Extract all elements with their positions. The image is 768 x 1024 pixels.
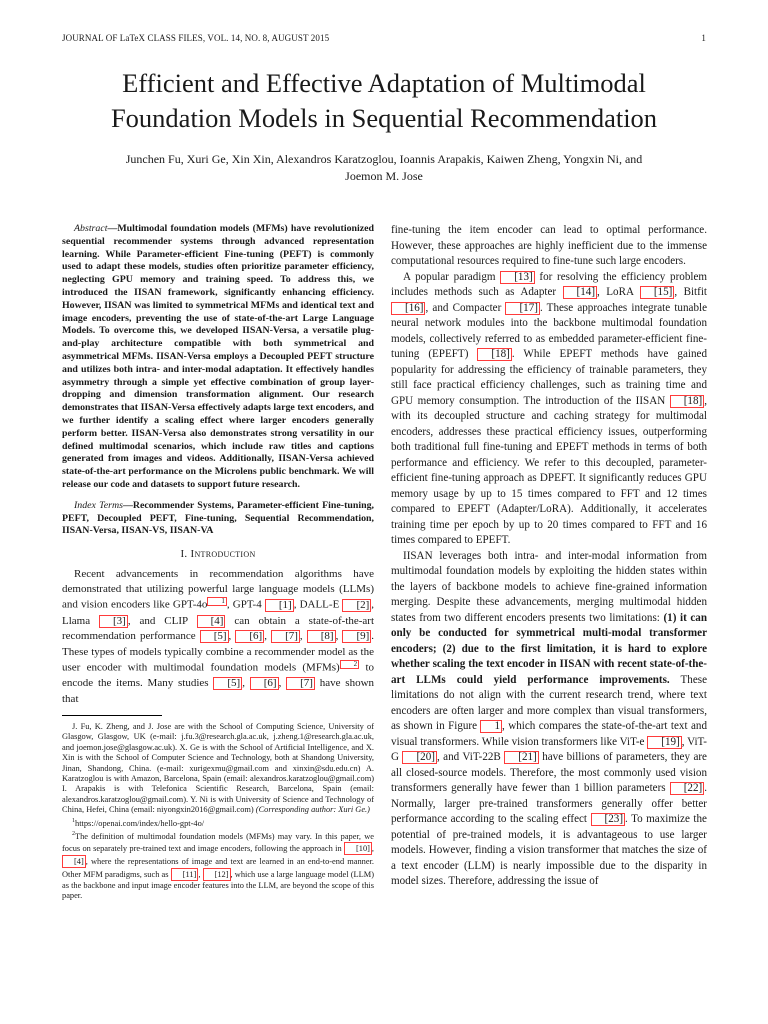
body-text: , and Compacter	[425, 301, 502, 314]
body-text: IISAN leverages both intra- and inter-modal information from multimodal foundation models by exploiting the hidden states within the layers of backbone models to achieve fine-grained information merging. Despite these advancements, merging multimodal hidden states from two different encoders presents two limitations:	[391, 549, 707, 624]
citation-link[interactable]: [17]	[505, 302, 539, 315]
footnote-divider	[62, 715, 162, 716]
index-terms-text: Recommender Systems, Parameter-efficient Fine-tuning, PEFT, Decoupled PEFT, Fine-tuning, Sequential Recommendation, IISAN-Versa, IISAN-VS, IISAN-VA	[62, 499, 374, 537]
footnote-text: , which use a large language model (LLM) as the backbone and input image encoder features into the LLM, are beyond the scope of this paper.	[62, 870, 375, 901]
citation-link[interactable]: [10]	[344, 842, 372, 855]
authors-line-1: Junchen Fu, Xuri Ge, Xin Xin, Alexandros Karatzoglou, Ioannis Arapakis, Kaiwen Zheng, Yongxin Ni, and	[125, 152, 643, 166]
intro-text: Recent advancements in recommendation algorithms have demonstrated that utilizing powerful large language models (LLMs) and vision encoders like GPT-4o	[62, 567, 374, 612]
footnote-link[interactable]: 2	[340, 660, 360, 669]
citation-link[interactable]: [11]	[171, 868, 199, 881]
section-numeral: I.	[180, 548, 188, 561]
citation-link[interactable]: [4]	[62, 855, 86, 868]
affiliation-text: J. Fu, K. Zheng, and J. Jose are with the School of Computing Science, University of Glasgow, Glasgow, UK (e-mail: j.fu.3@research.gla.ac.uk, j.zheng.1@research.gla.ac.uk, and joemon.jose@glasgow.ac.uk). X. Ge is with the School of Artificial Intelligence, and X. Xin is with the School of Computer Science and Technology, both at Shandong University, Jinan, Shandong, China. (e-mail: xurigexmu@gmail.com and xinxin@sdu.edu.cn) A. Karatzoglou is with Amazon, Barcelona, Spain (email: alexandros.karatzoglou@gmail.com) I. Arapakis is with Telefonica Scientific Research, Barcelona, Spain (email: alexandros.karatzoglou@gmail.com). Y. Ni is with University of Science and Technology of China, Hefei, China (email: niyongxin2016@gmail.com)	[62, 721, 374, 815]
body-text: . Normally, larger pre-trained transformers generally offer better performance according to the scaling effect	[391, 782, 707, 825]
citation-link[interactable]: [2]	[342, 599, 371, 612]
citation-link[interactable]: [9]	[342, 630, 371, 643]
index-terms-label: Index Terms	[74, 499, 123, 511]
section-title: Introduction	[190, 548, 256, 561]
section-heading	[62, 547, 374, 562]
footnote-number: 1	[72, 817, 75, 824]
author-list	[70, 151, 698, 185]
journal-name: JOURNAL OF LaTeX CLASS FILES, VOL. 14, NO. 8, AUGUST 2015	[62, 33, 330, 43]
footnote-text: The definition of multimodal foundation models (MFMs) may vary. In this paper, we focus on separately pre-trained text and image encoders, following the approach in	[62, 831, 374, 854]
intro-text: to encode the items. Many studies	[62, 661, 374, 690]
citation-link[interactable]: [19]	[647, 736, 681, 749]
authors-line-2: Joemon M. Jose	[345, 169, 423, 183]
body-text: , ViT-G	[391, 735, 707, 763]
body-text: for resolving the efficiency problem includes methods such as Adapter	[391, 270, 708, 298]
limitations-statement: (1) it can only be conducted for symmetrical multi-modal transformer encoders; (2) due to the first limitation, it is hard to explore whether scaling the text encoder in IISAN with recent state-of-the-art LLMs could yield performance improvements.	[391, 611, 708, 686]
body-text: . To maximize the potential of pre-trained models, it is advantageous to use larger models. However, finding a vision transformer that matches the size of a text encoder (LLM) is nearly impossible due to the disparity in model sizes. Therefore, addressing the issue of	[391, 813, 707, 887]
body-paragraph: fine-tuning the item encoder can lead to optimal performance. However, these approaches are highly inefficient due to the immense computational resources required to fine-tune such large encoders.	[391, 224, 707, 267]
abstract-text: Multimodal foundation models (MFMs) have revolutionized sequential recommender systems through advanced representation learning. While Parameter-efficient Fine-tuning (PEFT) is commonly used to adapt these models, studies often prioritize parameter efficiency, neglecting GPU memory and training speed. To address this, we introduced the IISAN framework, significantly enhancing efficiency. However, IISAN was limited to symmetrical MFMs and identical text and image encoders, preventing the use of state-of-the-art Large Language Models. To overcome this, we developed IISAN-Versa, a versatile plug-and-play architecture compatible with both symmetrical and asymmetrical MFMs. IISAN-Versa employs a Decoupled PEFT structure and utilizes both intra- and inter-modal adaptation. It effectively handles asymmetry through a simple yet effective combination of group layer-dropping and dimension transformation alignment. Our research demonstrates that IISAN-Versa effectively adapts large text encoders, and we further identify a scaling effect where larger encoders generally perform better. IISAN-Versa also demonstrates strong versatility in our defined multimodal scenarios, which include raw titles and captions generated from images and videos. Additionally, IISAN-Versa achieved state-of-the-art performance on the Microlens public benchmark. We will release our code and datasets to support future research.	[62, 223, 374, 490]
body-text: , with its decoupled structure and caching strategy for multimodal encoders, addresses these practical efficiency issues, outperforming both traditional full fine-tuning and EPEFT methods in terms of both performance and efficiency. We refer to this decoupled, parameter-efficient fine-tuning approach as DPEFT. It significantly reduces GPU memory usage by up to 15 times compared to FFT and 12 times compared to EPEFT (Adapter/LoRA). Additionally, it accelerates training time per epoch by up to 20 times compared to FFT and 16 times compared to EPEFT.	[391, 394, 707, 546]
citation-link[interactable]: [18]	[477, 348, 511, 361]
page-number: 1	[701, 33, 706, 43]
body-text: , LoRA	[597, 286, 634, 298]
left-column	[62, 223, 374, 902]
footnote-number: 2	[72, 830, 75, 837]
footnote-link[interactable]: 1	[207, 597, 227, 606]
body-text: have billions of parameters, they are all closed-source models. Therefore, the most commonly used vision transformers generally have fewer than 1 billion parameters	[391, 751, 707, 794]
index-terms: Index Terms—Recommender Systems, Parameter-efficient Fine-tuning, PEFT, Decoupled PEFT, Fine-tuning, Sequential Recommendation, IISAN-Versa, IISAN-VS, IISAN-VA	[62, 499, 374, 537]
abstract-label: Abstract	[74, 223, 108, 234]
citation-link[interactable]: [16]	[391, 302, 425, 315]
citation-link[interactable]: [12]	[203, 868, 231, 881]
intro-text: , and CLIP	[127, 614, 188, 627]
citation-link[interactable]: [7]	[286, 677, 315, 690]
body-text: , Bitfit	[674, 286, 707, 298]
footnote-text: , where the representations of image and text are learned in an end-to-end manner. Other MFM paradigms, such as	[62, 857, 374, 880]
citation-link[interactable]: [8]	[307, 630, 336, 643]
body-text: . These approaches integrate tunable neural network modules into the backbone multimodal foundation models, collectively referred to as embedded parameter-efficient fine-tuning (EPEFT)	[391, 301, 708, 360]
title-line-2: Foundation Models in Sequential Recommendation	[110, 103, 658, 133]
citation-link[interactable]: [13]	[500, 271, 534, 284]
intro-text: , Llama	[62, 599, 375, 627]
citation-link[interactable]: [15]	[640, 286, 674, 299]
citation-link[interactable]: [1]	[265, 599, 294, 612]
body-text: A popular paradigm	[403, 270, 496, 283]
citation-link[interactable]: [5]	[200, 630, 229, 643]
citation-link[interactable]: [18]	[670, 395, 704, 408]
citation-link[interactable]: [23]	[591, 813, 625, 826]
footnote-url[interactable]: https://openai.com/index/hello-gpt-4o/	[75, 818, 205, 828]
intro-text: . These types of models typically combine a recommender model as the user encoder with multimodal foundation models (MFMs)	[62, 630, 375, 674]
citation-link[interactable]: [22]	[670, 782, 704, 795]
body-text: , which compares the state-of-the-art text and visual transformers. While vision transformers like ViT-e	[391, 720, 707, 748]
intro-text: , GPT-4	[226, 599, 262, 612]
author-affiliations	[62, 722, 374, 816]
footnote-2: $^2$The definition of multimodal foundation models (MFMs) may vary. In this paper, we focus on separately pre-trained text and image encoders, following the approach in [10] , [4] , where the representations of image and text are learned in an end-to-end manner. Other MFM paradigms, such as [11] , [12] , which use a large language model (LLM) as the backbone and input image encoder features into the LLM, are beyond the scope of this paper.	[62, 830, 375, 901]
citation-link[interactable]: [14]	[563, 286, 597, 299]
body-paragraph	[391, 549, 707, 890]
intro-text: have shown that	[62, 677, 375, 705]
body-paragraph	[391, 270, 707, 549]
footnote-1	[62, 816, 374, 829]
body-text: , and ViT-22B	[436, 751, 501, 763]
citation-link[interactable]: [6]	[250, 677, 279, 690]
citation-link[interactable]: [20]	[402, 751, 436, 764]
citation-link[interactable]: [5]	[213, 677, 242, 690]
body-text: These limitations do not align with the current research trend, where text encoders are often larger and more complex than visual transformers, as shown in Figure	[391, 673, 707, 732]
citation-link[interactable]: [3]	[99, 615, 128, 628]
corresponding-author: (Corresponding author: Xuri Ge.)	[255, 805, 370, 815]
paper-title	[40, 66, 728, 136]
abstract: Abstract—Multimodal foundation models (MFMs) have revolutionized sequential recommender systems through advanced representation learning. While Parameter-efficient Fine-tuning (PEFT) is commonly used to adapt these models, studies often prioritize parameter efficiency, neglecting GPU memory and training speed. To address this, we introduced the IISAN framework, significantly enhancing efficiency. However, IISAN was limited to symmetrical MFMs and identical text and image encoders, preventing the use of state-of-the-art Large Language Models. To overcome this, we developed IISAN-Versa, a versatile plug-and-play architecture compatible with both symmetrical and asymmetrical MFMs. IISAN-Versa employs a Decoupled PEFT structure and utilizes both intra- and inter-modal adaptation. It effectively handles asymmetry through a simple yet effective combination of group layer-dropping and dimension transformation alignment. Our research demonstrates that IISAN-Versa effectively adapts large text encoders, and we further identify a scaling effect where larger encoders generally perform better. IISAN-Versa also demonstrates strong versatility in our defined multimodal scenarios, which include raw titles and captions generated from images and videos. Additionally, IISAN-Versa achieved state-of-the-art performance on the Microlens public benchmark. We will release our code and datasets to support future research.	[62, 223, 374, 490]
intro-text: can obtain a state-of-the-art recommendation performance	[62, 614, 375, 643]
body-text: . While EPEFT methods have gained popularity for addressing the efficiency of trainable parameters, they still face practical efficiency challenges, such as training time and GPU memory consumption. The introduction of the IISAN	[391, 348, 707, 407]
citation-link[interactable]: [6]	[235, 630, 264, 643]
right-column	[391, 223, 707, 890]
intro-paragraph: Recent advancements in recommendation algorithms have demonstrated that utilizing powerful large language models (LLMs) and vision encoders like GPT-4o 1 , GPT-4 [1] , DALL-E [2] , Llama [3] , and CLIP [4] can obtain a state-of-the-art recommendation performance [5] , [6] , [7] , [8] , [9] . These types of models typically combine a recommender model as the user encoder with multimodal foundation models (MFMs) 2 to encode the items. Many studies [5] , [6] , [7] have shown that	[62, 567, 375, 705]
title-line-1: Efficient and Effective Adaptation of Multimodal	[122, 68, 646, 98]
figure-link[interactable]: 1	[480, 720, 502, 733]
running-header	[62, 33, 706, 43]
citation-link[interactable]: [4]	[197, 615, 226, 628]
intro-text: , DALL-E	[293, 599, 340, 612]
citation-link[interactable]: [21]	[504, 751, 538, 764]
citation-link[interactable]: [7]	[271, 630, 300, 643]
